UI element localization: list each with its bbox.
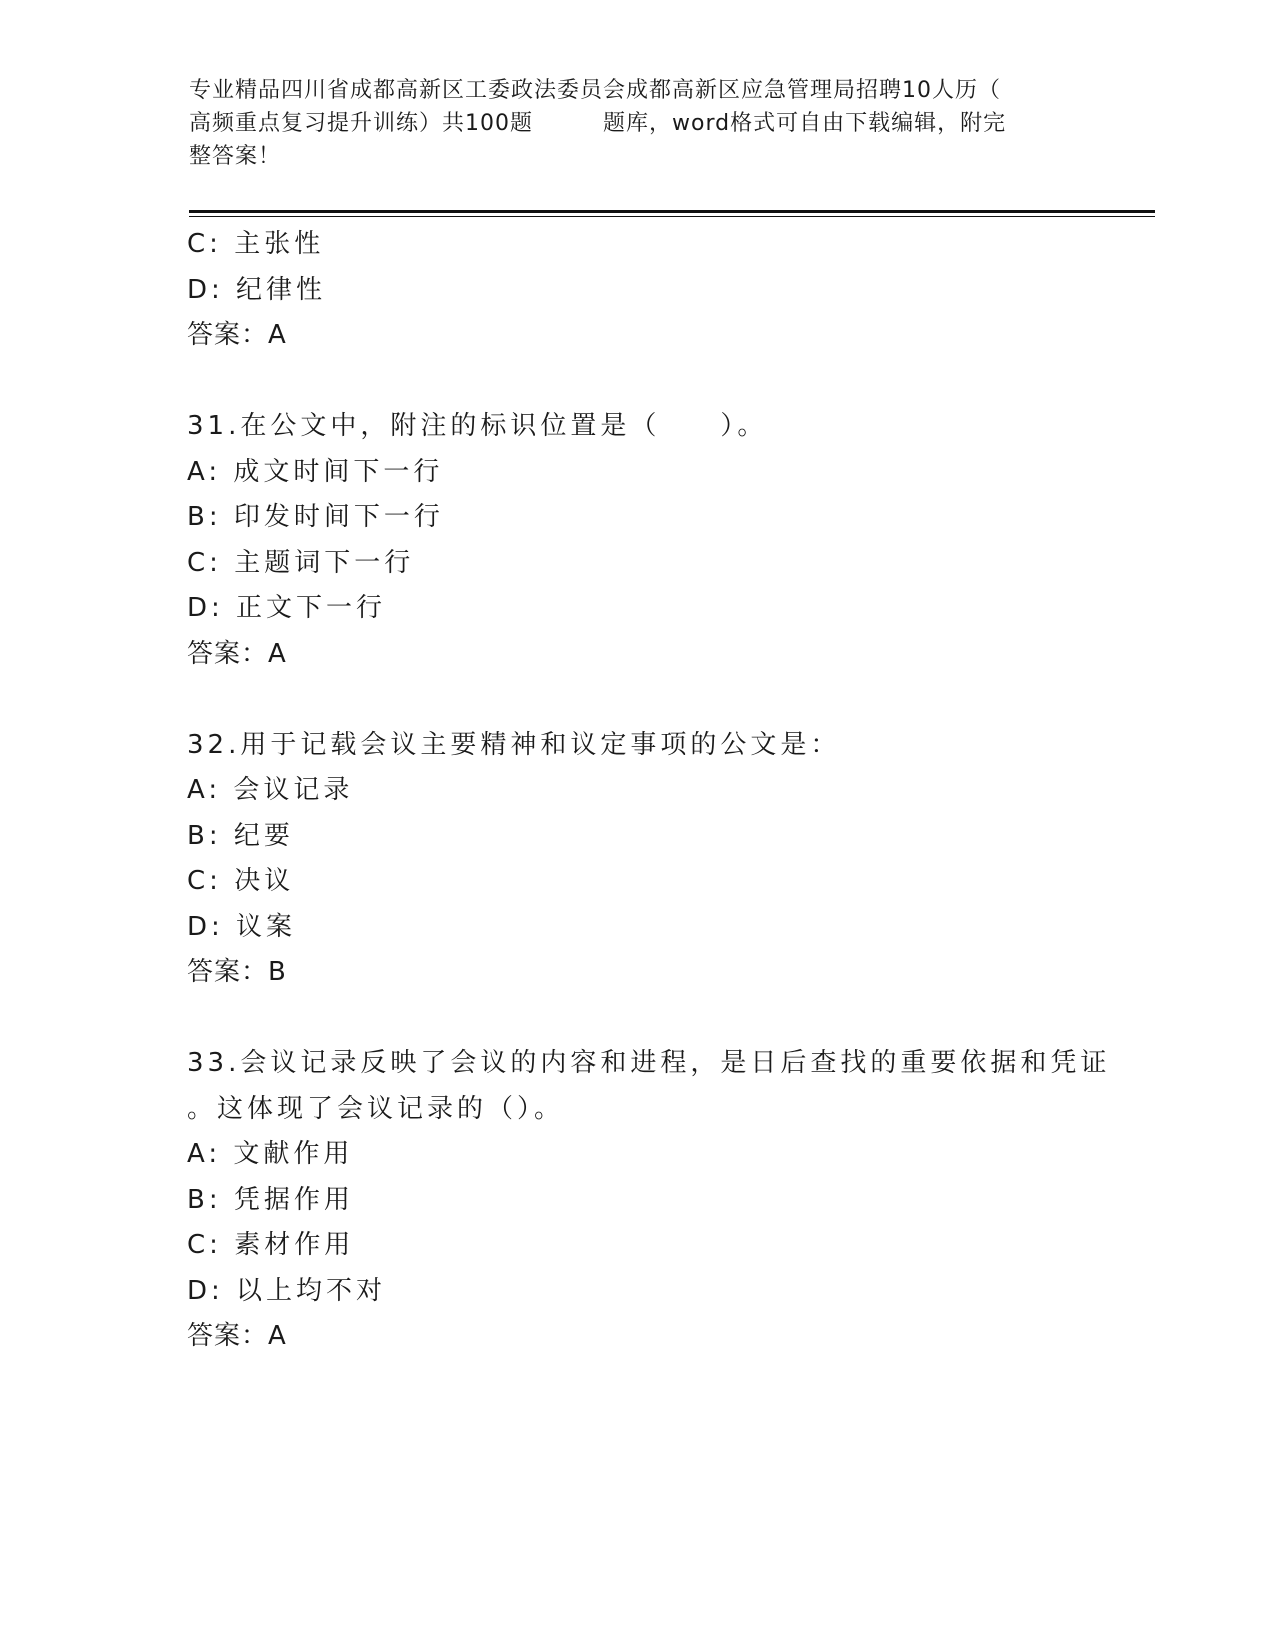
header-line-2 [189, 107, 1069, 140]
question-33-stem: 33.会议记录反映了会议的内容和进程，是日后查找的重要依据和凭证 [187, 1048, 1111, 1078]
option-d: D: 纪律性 [187, 274, 327, 305]
option-b: B: 纪要 [187, 820, 294, 851]
document-header [189, 74, 1069, 173]
header-line-3: 整答案！ [189, 144, 282, 169]
option-c: C: 决议 [187, 866, 295, 896]
option-d: D: 正文下一行 [187, 593, 387, 623]
question-list [187, 222, 1111, 1360]
option-d: D: 议案 [187, 911, 297, 942]
option-a: A: 文献作用 [187, 1139, 354, 1169]
option-d: D: 以上均不对 [187, 1275, 387, 1306]
header-line-2b: 题库，word格式可自由下载编辑，附完 [603, 111, 1007, 136]
header-divider-thick [189, 210, 1155, 213]
option-c: C: 主张性 [187, 229, 325, 259]
answer: 答案：A [187, 1321, 287, 1351]
header-divider-thin [189, 216, 1155, 217]
question-33-stem-continued: 。这体现了会议记录的（）。 [187, 1093, 565, 1124]
option-a: A: 成文时间下一行 [187, 456, 444, 487]
option-c: C: 主题词下一行 [187, 547, 415, 578]
option-c: C: 素材作用 [187, 1230, 355, 1260]
option-b: B: 印发时间下一行 [187, 502, 444, 532]
answer: 答案：A [187, 320, 287, 350]
option-b: B: 凭据作用 [187, 1184, 354, 1215]
option-a: A: 会议记录 [187, 775, 354, 805]
question-32-stem: 32.用于记载会议主要精神和议定事项的公文是： [187, 729, 841, 760]
header-line-2a: 高频重点复习提升训练）共100题 [189, 111, 533, 136]
question-31-stem: 31.在公文中，附注的标识位置是（ ）。 [187, 411, 768, 441]
answer: 答案：A [187, 638, 287, 669]
header-line-1: 专业精品四川省成都高新区工委政法委员会成都高新区应急管理局招聘10人历（ [189, 78, 1001, 103]
answer: 答案：B [187, 957, 287, 987]
